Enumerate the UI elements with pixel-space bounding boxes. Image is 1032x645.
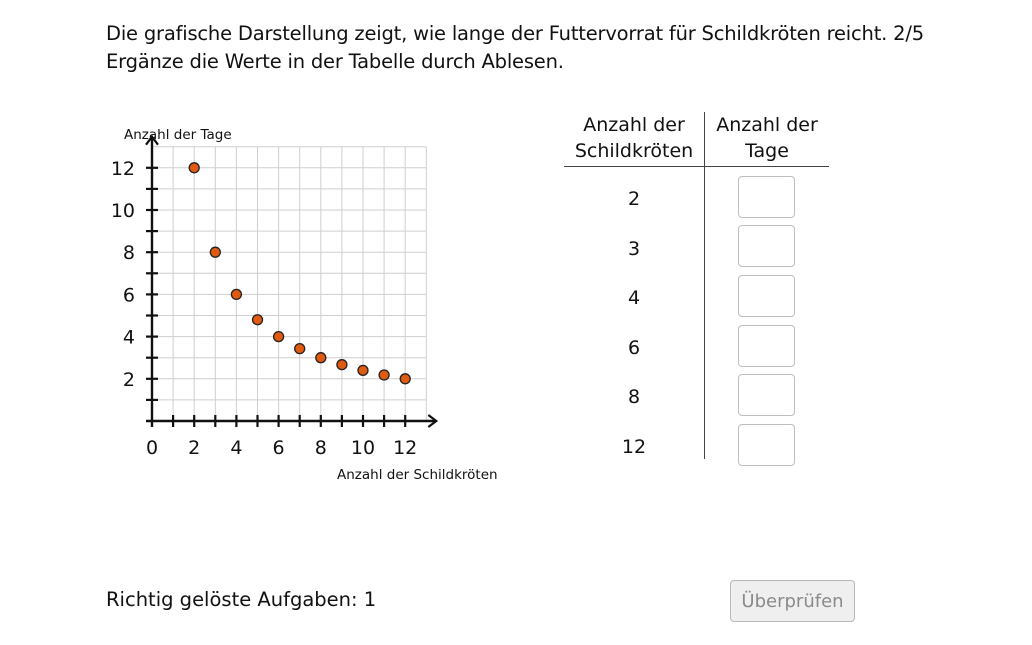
table-row-label: 8 [627, 386, 641, 408]
table-row-label: 4 [627, 287, 641, 309]
table-header-days-line-1: Anzahl der [716, 114, 818, 136]
y-tick-label: 6 [122, 284, 135, 307]
chart-ticks [146, 168, 405, 427]
check-button[interactable]: Überprüfen [730, 580, 855, 622]
data-point [189, 163, 199, 173]
data-point [400, 374, 410, 384]
data-point [210, 247, 220, 257]
answer-input-row-3[interactable] [738, 275, 795, 317]
answer-input-row-2[interactable] [738, 225, 795, 267]
data-point [253, 315, 263, 325]
table-row-label: 12 [621, 436, 647, 458]
x-tick-label: 12 [393, 437, 418, 459]
solved-count: Richtig gelöste Aufgaben: 1 [106, 588, 377, 611]
y-tick-label: 10 [110, 200, 135, 222]
table-row-label: 2 [627, 188, 641, 210]
data-point [316, 353, 326, 363]
data-point [379, 370, 389, 380]
table-header-days [697, 112, 837, 164]
answer-input-row-5[interactable] [738, 374, 795, 416]
data-point [274, 332, 284, 342]
y-tick-label: 4 [122, 326, 135, 349]
table-row-label: 3 [627, 238, 641, 260]
table-row-label: 6 [627, 337, 641, 359]
answer-input-row-4[interactable] [738, 325, 795, 367]
task-prompt-line-2: Ergänze die Werte in der Tabelle durch Ablesen. [106, 50, 564, 73]
data-point [295, 344, 305, 354]
y-tick-label: 8 [122, 242, 135, 265]
data-point [358, 365, 368, 375]
x-tick-label: 4 [230, 437, 243, 459]
table-vertical-divider [704, 112, 705, 459]
chart-tick-labels [111, 158, 417, 459]
table-header-turtles-line-2: Schildkröten [574, 140, 694, 162]
answer-input-row-1[interactable] [738, 176, 795, 218]
task-description: Die grafische Darstellung zeigt, wie lange der Futtervorrat für Schildkröten reicht. [106, 22, 888, 45]
y-tick-label: 2 [122, 368, 135, 391]
table-header-turtles-line-1: Anzahl der [583, 114, 685, 136]
table-header-turtles [564, 112, 704, 164]
x-axis-label: Anzahl der Schildkröten [337, 467, 498, 483]
x-tick-label: 6 [272, 437, 285, 459]
table-header-divider [564, 166, 829, 167]
x-tick-label: 8 [314, 437, 327, 459]
task-counter: 2/5 [893, 22, 924, 45]
scatter-chart [0, 0, 520, 500]
x-tick-label: 0 [145, 437, 159, 459]
x-tick-label: 10 [350, 437, 376, 459]
chart-axes [146, 137, 436, 427]
data-point [337, 360, 347, 370]
y-axis-label: Anzahl der Tage [124, 127, 232, 143]
answer-input-row-6[interactable] [738, 424, 795, 466]
y-tick-label: 12 [110, 157, 135, 180]
data-point [231, 289, 241, 299]
x-tick-label: 2 [188, 437, 201, 459]
table-header-days-line-2: Tage [745, 140, 789, 162]
